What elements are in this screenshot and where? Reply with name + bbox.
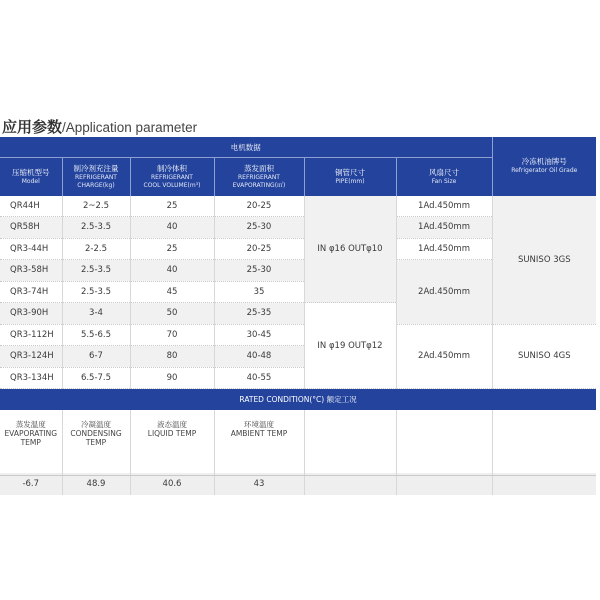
volume-cell: 90 xyxy=(130,367,214,389)
table-row xyxy=(0,324,596,346)
model-cell: QR58H xyxy=(0,217,62,239)
table-row xyxy=(0,196,596,217)
rated-condition-header: RATED CONDITION(°C) 额定工况 xyxy=(0,389,596,411)
fan-cell-merged: 2Ad.450mm xyxy=(396,260,492,325)
area-cell: 35 xyxy=(214,281,304,303)
charge-cell: 6-7 xyxy=(62,346,130,368)
table-bottom-divider xyxy=(0,475,596,476)
volume-cell: 25 xyxy=(130,196,214,217)
title-en: /Application parameter xyxy=(62,120,198,135)
model-cell: QR44H xyxy=(0,196,62,217)
oil-cell-group1: SUNISO 3GS xyxy=(492,196,596,325)
volume-cell: 45 xyxy=(130,281,214,303)
rated-value-evaporating: -6.7 xyxy=(0,473,62,496)
fan-cell: 1Ad.450mm xyxy=(396,217,492,239)
volume-cell: 40 xyxy=(130,217,214,239)
rated-label-evaporating: 蒸发温度 EVAPORATING TEMP xyxy=(4,420,58,447)
pipe-cell-group1: IN φ16 OUTφ10 xyxy=(304,196,396,303)
col-header-pipe: 铜管尺寸 PIPE(mm) xyxy=(304,158,396,196)
col-header-fan: 风扇尺寸 Fan Size xyxy=(396,158,492,196)
oil-cell-group2: SUNISO 4GS xyxy=(492,324,596,389)
col-header-model: 压缩机型号 Model xyxy=(0,158,62,196)
fan-cell-group2: 2Ad.450mm xyxy=(396,324,492,389)
rated-value-ambient: 43 xyxy=(214,473,304,496)
volume-cell: 25 xyxy=(130,238,214,260)
col-header-area: 蒸发面积 REFRIGERANT EVAPORATING(㎡) xyxy=(214,158,304,196)
volume-cell: 50 xyxy=(130,303,214,325)
model-cell: QR3-74H xyxy=(0,281,62,303)
model-cell: QR3-134H xyxy=(0,367,62,389)
motor-data-group-header: 电机数据 xyxy=(0,137,492,158)
rated-label-condensing: 冷凝温度 CONDENSING TEMP xyxy=(62,410,130,473)
charge-cell: 2.5-3.5 xyxy=(62,260,130,282)
rated-empty-cell xyxy=(304,410,396,473)
charge-cell: 2-2.5 xyxy=(62,238,130,260)
model-cell: QR3-90H xyxy=(0,303,62,325)
area-cell: 40-48 xyxy=(214,346,304,368)
pipe-cell-group2: IN φ19 OUTφ12 xyxy=(304,303,396,389)
page-title xyxy=(2,116,197,137)
rated-condition-labels xyxy=(0,410,596,473)
model-cell: QR3-58H xyxy=(0,260,62,282)
area-cell: 20-25 xyxy=(214,238,304,260)
model-cell: QR3-44H xyxy=(0,238,62,260)
rated-value-liquid: 40.6 xyxy=(130,473,214,496)
col-header-volume: 制冷体积 REFRIGERANT COOL VOLUME(m³) xyxy=(130,158,214,196)
charge-cell: 2~2.5 xyxy=(62,196,130,217)
area-cell: 25-30 xyxy=(214,217,304,239)
oil-grade-header: 冷冻机油牌号 Refrigerator Oil Grade xyxy=(492,137,596,196)
model-cell: QR3-124H xyxy=(0,346,62,368)
charge-cell: 5.5-6.5 xyxy=(62,324,130,346)
application-parameter-table xyxy=(0,137,596,495)
rated-empty-cell xyxy=(396,410,492,473)
fan-cell: 1Ad.450mm xyxy=(396,238,492,260)
area-cell: 30-45 xyxy=(214,324,304,346)
rated-label-liquid: 液态温度 LIQUID TEMP xyxy=(130,410,214,473)
area-cell: 25-35 xyxy=(214,303,304,325)
col-header-charge: 制冷剂充注量 REFRIGERANT CHARGE(kg) xyxy=(62,158,130,196)
volume-cell: 80 xyxy=(130,346,214,368)
area-cell: 25-30 xyxy=(214,260,304,282)
charge-cell: 2.5-3.5 xyxy=(62,281,130,303)
charge-cell: 6.5-7.5 xyxy=(62,367,130,389)
rated-empty-cell xyxy=(492,410,596,473)
fan-cell: 1Ad.450mm xyxy=(396,196,492,217)
area-cell: 20-25 xyxy=(214,196,304,217)
volume-cell: 70 xyxy=(130,324,214,346)
charge-cell: 2.5-3.5 xyxy=(62,217,130,239)
model-cell: QR3-112H xyxy=(0,324,62,346)
rated-label-ambient: 环境温度 AMBIENT TEMP xyxy=(214,410,304,473)
area-cell: 40-55 xyxy=(214,367,304,389)
title-cn: 应用参数 xyxy=(2,118,63,136)
charge-cell: 3-4 xyxy=(62,303,130,325)
volume-cell: 40 xyxy=(130,260,214,282)
rated-value-condensing: 48.9 xyxy=(62,473,130,496)
